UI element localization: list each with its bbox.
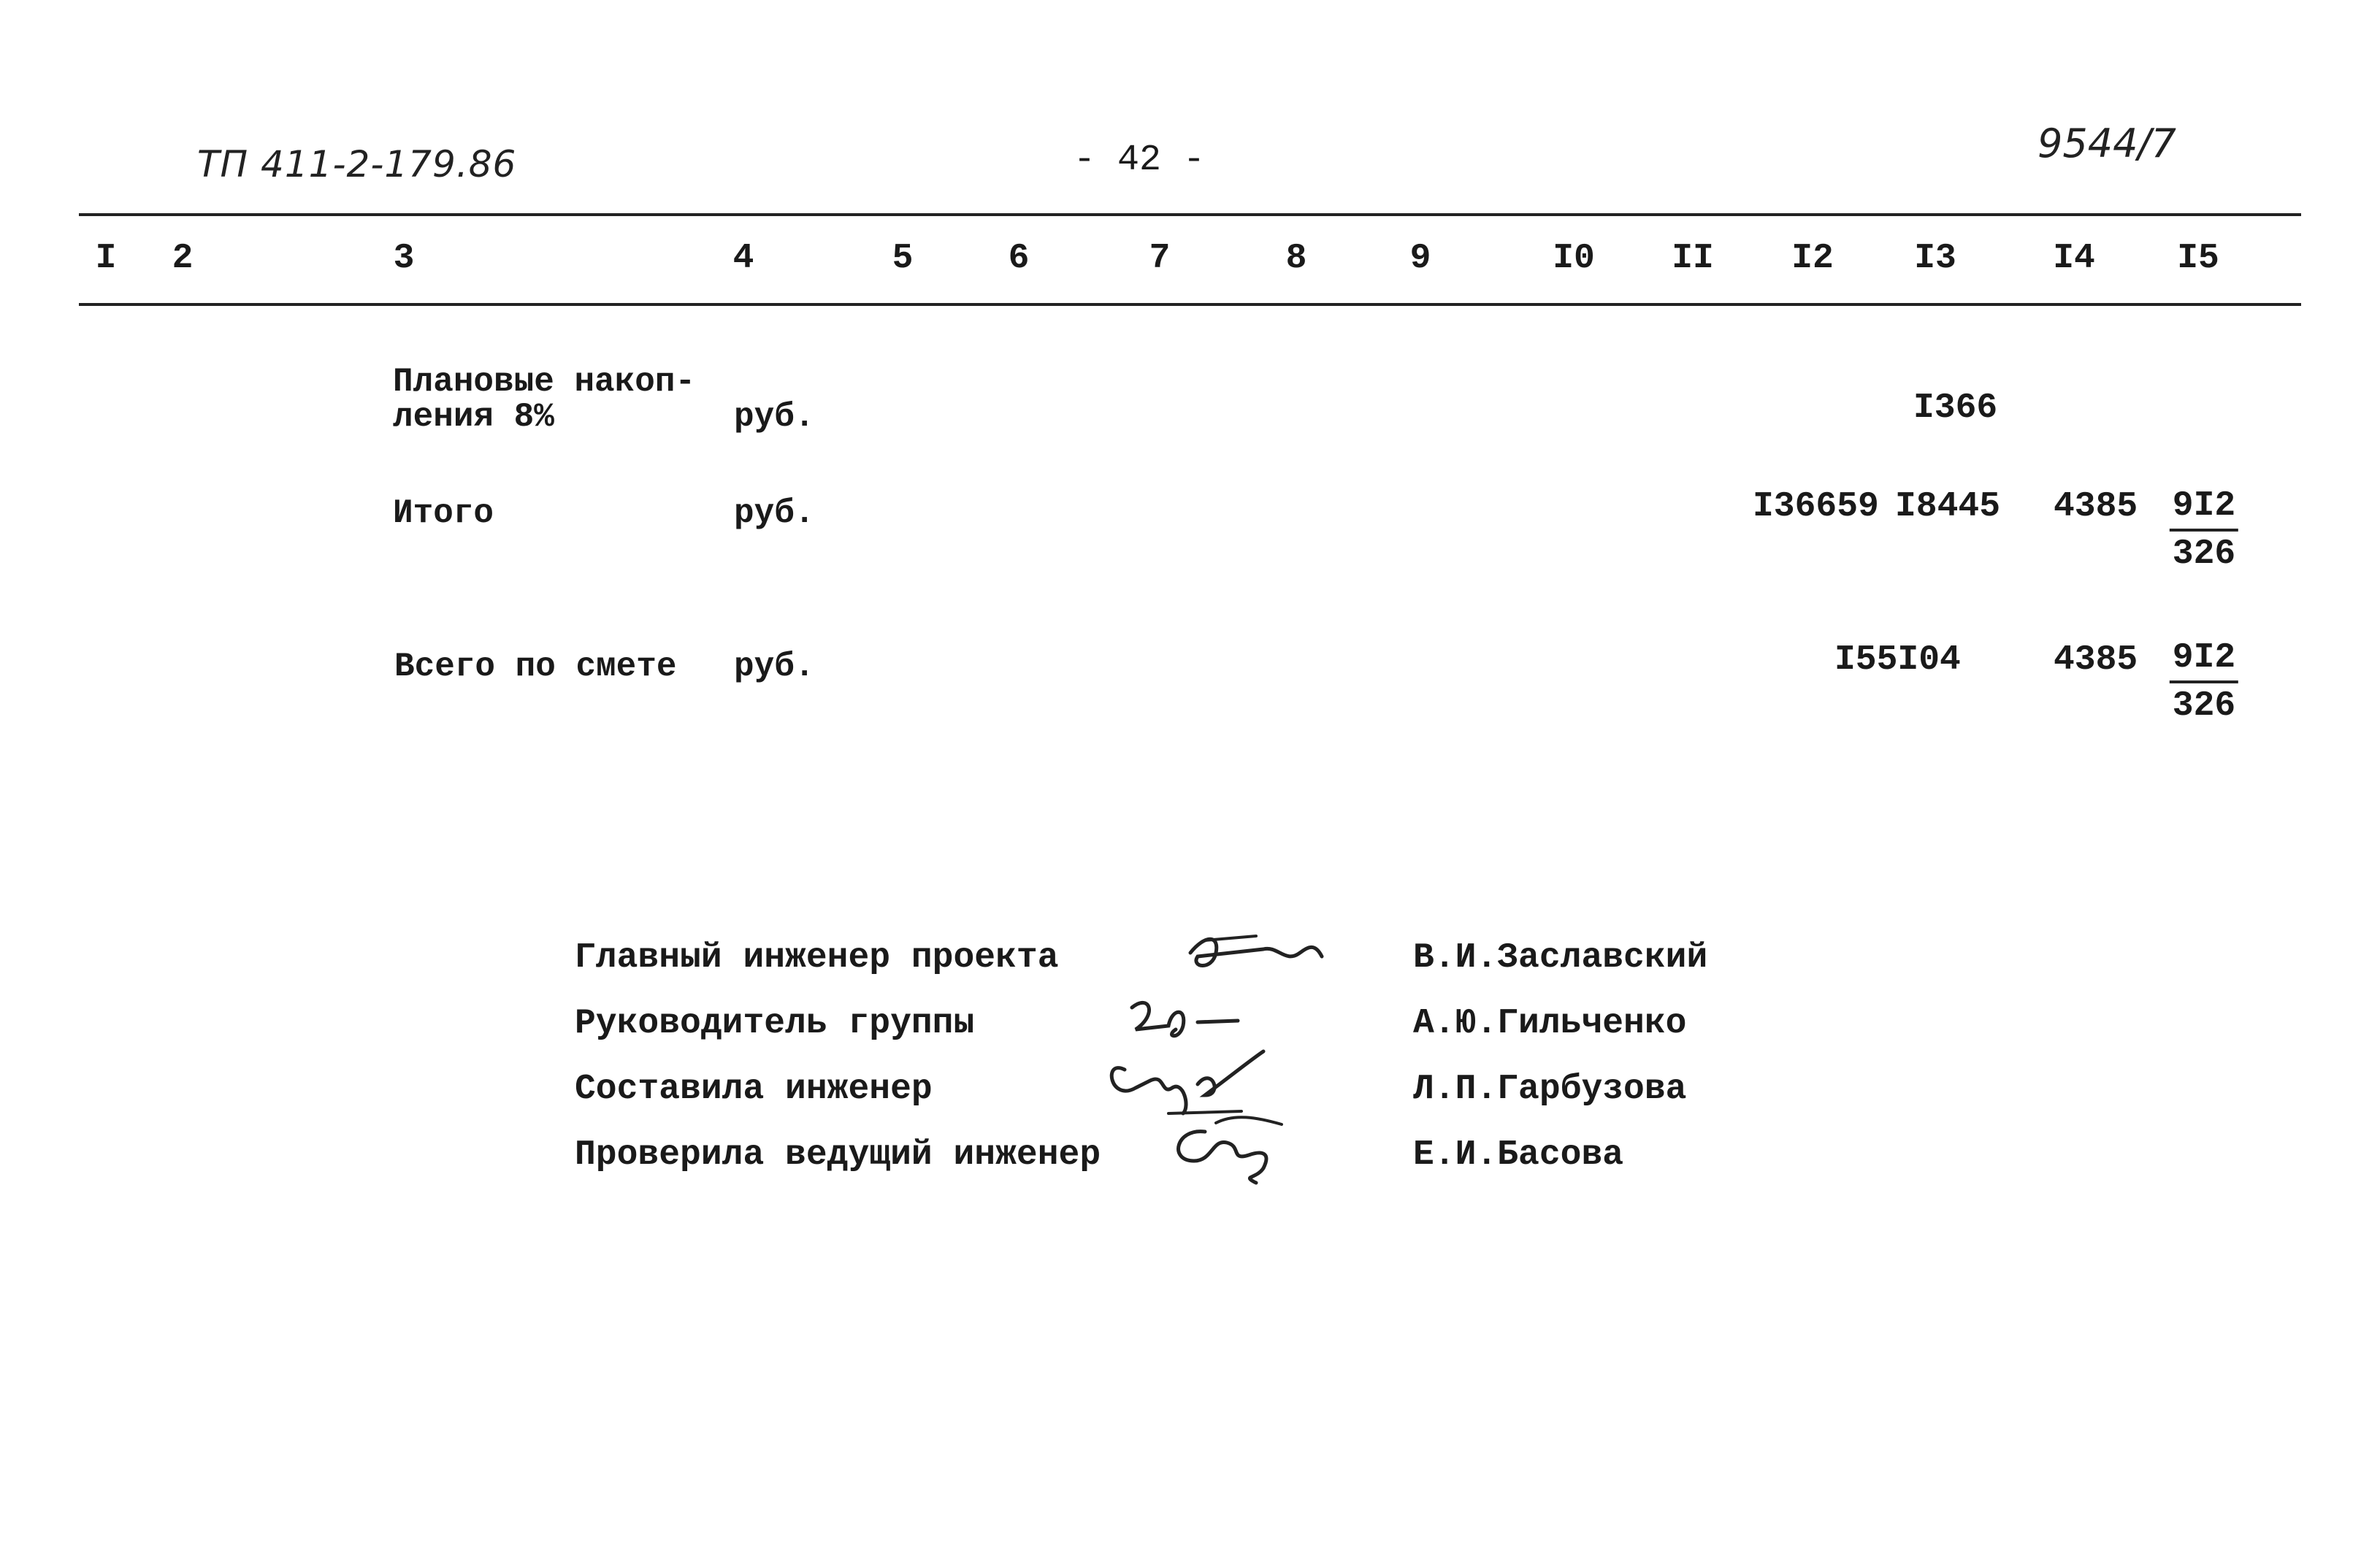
signature-role-checked-by: Проверила ведущий инженер — [575, 1135, 1101, 1175]
row-3-col15-fraction — [2170, 635, 2238, 729]
row-3-col15-denominator: 326 — [2172, 686, 2236, 726]
row-1-name-line-1: Плановые накоп- — [393, 363, 696, 401]
row-3-col14-value: 4385 — [2054, 640, 2138, 680]
handwritten-signature-chief-engineer — [1176, 920, 1329, 986]
column-number-15: I5 — [2177, 239, 2219, 278]
row-2-name: Итого — [393, 494, 494, 532]
row-2-col14-value: 4385 — [2054, 487, 2138, 526]
page-number: - 42 - — [1074, 139, 1206, 181]
column-number-10: I0 — [1553, 239, 1595, 278]
signature-role-chief-engineer: Главный инженер проекта — [575, 938, 1059, 978]
column-number-1: I — [95, 239, 117, 278]
row-3-unit: руб. — [734, 648, 815, 686]
column-number-5: 5 — [892, 239, 914, 278]
row-3-col12-13-value: I55I04 — [1834, 640, 1961, 680]
row-2-col15-fraction — [2170, 483, 2238, 578]
row-1-name-line-2: ления 8% — [393, 398, 554, 436]
handwritten-signature-group-leader — [1117, 986, 1249, 1051]
row-1-col13-value: I366 — [1913, 388, 1998, 428]
header-top-rule — [79, 213, 2301, 216]
signature-name-group-leader: А.Ю.Гильченко — [1413, 1004, 1687, 1043]
column-number-11: II — [1672, 239, 1714, 278]
column-number-3: 3 — [393, 239, 415, 278]
column-number-14: I4 — [2053, 239, 2095, 278]
row-2-col15-denominator: 326 — [2172, 534, 2236, 575]
signature-role-compiled-by: Составила инженер — [575, 1070, 933, 1109]
handwritten-signature-checked-by — [1161, 1110, 1293, 1190]
row-1-unit: руб. — [734, 398, 815, 436]
signature-name-compiled-by: Л.П.Гарбузова — [1413, 1070, 1687, 1109]
sheet-reference: 9544/7 — [2037, 120, 2176, 166]
row-3-col15-numerator: 9I2 — [2170, 635, 2238, 683]
column-number-4: 4 — [732, 239, 754, 278]
column-number-13: I3 — [1914, 239, 1956, 278]
column-number-2: 2 — [172, 239, 194, 278]
signature-name-chief-engineer: В.И.Заславский — [1413, 938, 1708, 978]
row-2-col15-numerator: 9I2 — [2170, 483, 2238, 532]
column-number-6: 6 — [1008, 239, 1030, 278]
column-number-8: 8 — [1285, 239, 1307, 278]
row-2-col12-value: I36659 — [1753, 487, 1879, 526]
column-number-7: 7 — [1149, 239, 1171, 278]
signature-name-checked-by: Е.И.Басова — [1413, 1135, 1624, 1175]
row-2-col13-value: I8445 — [1895, 487, 2001, 526]
column-number-12: I2 — [1791, 239, 1834, 278]
signature-role-group-leader: Руководитель группы — [575, 1004, 975, 1043]
document-code: ТП 411-2-179.86 — [197, 143, 517, 185]
row-2-unit: руб. — [734, 494, 815, 532]
row-3-name: Всего по смете — [394, 648, 677, 686]
column-number-9: 9 — [1409, 239, 1431, 278]
header-bottom-rule — [79, 303, 2301, 306]
